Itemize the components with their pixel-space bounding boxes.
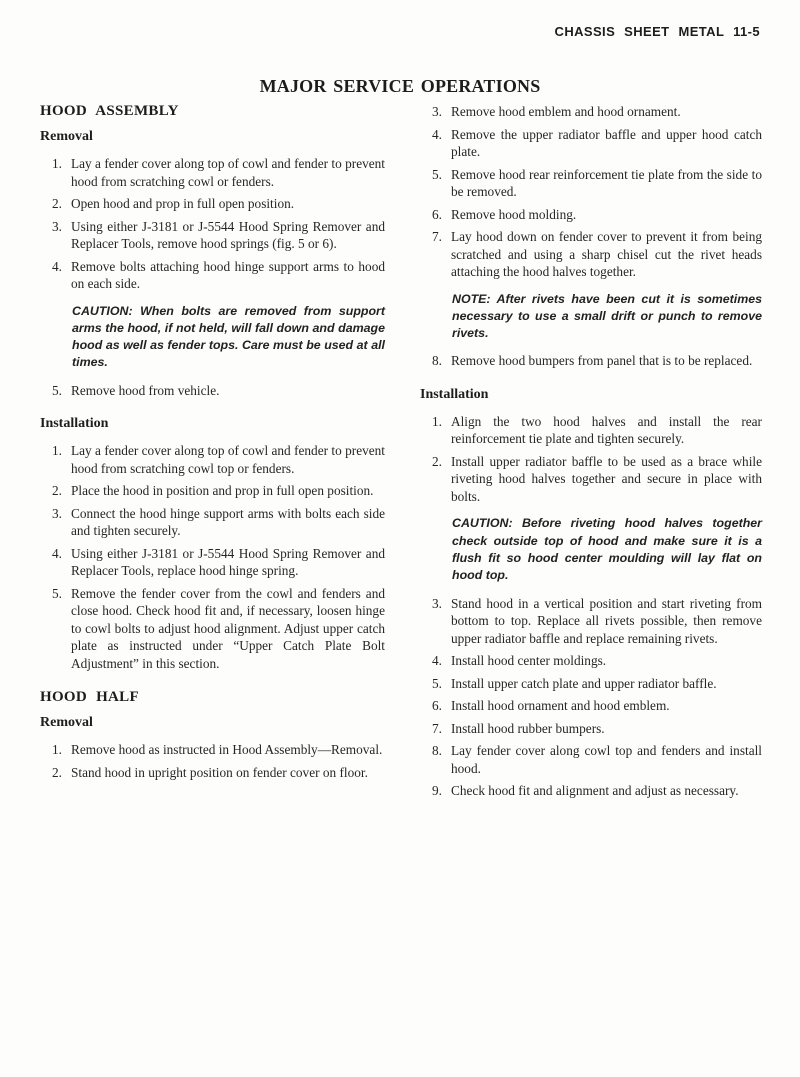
- item-text: Stand hood in upright position on fender cover on floor.: [71, 764, 368, 780]
- item-number: 3.: [432, 595, 442, 611]
- item-text: Remove hood as instructed in Hood Assembly—Removal.: [71, 742, 383, 758]
- list-item: [420, 103, 762, 121]
- item-text: Using either J-3181 or J-5544 Hood Spring Remover and Replacer Tools, replace hood hinge spring.: [71, 545, 385, 579]
- subheading-installation-right: Installation: [420, 386, 489, 402]
- list-item: [40, 155, 385, 190]
- item-number: 5.: [432, 166, 442, 182]
- list-item: [40, 585, 385, 673]
- list-item: [40, 442, 385, 477]
- item-text: Remove hood molding.: [451, 206, 577, 222]
- item-number: 7.: [432, 229, 442, 244]
- list-item: [40, 545, 385, 580]
- subheading-removal: Removal: [40, 129, 93, 144]
- list-item: [40, 764, 385, 782]
- caution-block: CAUTION: Before riveting hood halves together check outside top of hood and make sure it is a flush fit so hood center moulding will lay flat on hood top.: [452, 516, 762, 583]
- item-number: 1.: [52, 742, 62, 758]
- item-number: 2.: [52, 196, 62, 211]
- item-text: Lay a fender cover along top of cowl and fender to prevent hood from scratching cowl or fenders.: [71, 156, 385, 189]
- list-item: [420, 675, 762, 693]
- list-item: [420, 742, 762, 777]
- list-item: [420, 352, 762, 370]
- subheading-removal-hood-half: Removal: [40, 715, 93, 731]
- running-head: CHASSIS SHEET METAL 11-5: [554, 24, 760, 39]
- list-item: [40, 218, 385, 253]
- item-number: 5.: [432, 675, 442, 691]
- item-number: 3.: [52, 218, 62, 234]
- list-item: [420, 595, 762, 648]
- item-text: Remove the fender cover from the cowl and fenders and close hood. Check hood fit and, if necessary, loosen hinge to cowl bolts to adjust hood alignment. Adjust upper catch plate as instructed under “Upper Catch Plate Bolt Adjustment” in this section.: [71, 585, 385, 671]
- list-item: [420, 782, 762, 800]
- item-text: Remove hood bumpers from panel that is to be replaced.: [451, 353, 753, 369]
- list-item: [40, 382, 385, 400]
- list-item: [40, 741, 385, 759]
- item-number: 4.: [52, 258, 62, 274]
- left-column: [40, 103, 385, 805]
- item-text: Install upper catch plate and upper radiator baffle.: [451, 675, 717, 691]
- item-number: 5.: [52, 382, 62, 398]
- item-number: 1.: [432, 413, 442, 429]
- two-column-body: [40, 103, 762, 805]
- item-number: 9.: [432, 783, 442, 799]
- list-item: [420, 228, 762, 281]
- item-number: 2.: [52, 483, 62, 499]
- list-item: [40, 258, 385, 293]
- item-number: 4.: [52, 545, 62, 561]
- subheading-installation: Installation: [40, 416, 109, 432]
- list-item: [420, 720, 762, 738]
- list-item: [420, 206, 762, 224]
- item-number: 2.: [432, 453, 442, 469]
- item-text: Lay hood down on fender cover to prevent it from being scratched and using a sharp chisel cut the rivet heads attaching the hood halves together.: [451, 229, 762, 279]
- section-heading-hood-assembly: HOOD ASSEMBLY: [40, 103, 179, 119]
- section-heading-hood-half: HOOD HALF: [40, 689, 139, 706]
- item-number: 7.: [432, 720, 442, 736]
- item-number: 2.: [52, 764, 62, 780]
- item-text: Remove bolts attaching hood hinge support arms to hood on each side.: [71, 258, 385, 291]
- item-text: Install hood rubber bumpers.: [451, 720, 605, 736]
- note-block: NOTE: After rivets have been cut it is sometimes necessary to use a small drift or punch to remove rivets.: [452, 291, 762, 341]
- page-title: MAJOR SERVICE OPERATIONS: [259, 76, 541, 96]
- item-number: 1.: [52, 156, 62, 171]
- list-item: [420, 166, 762, 201]
- item-text: Remove hood from vehicle.: [71, 382, 220, 398]
- item-text: Install hood ornament and hood emblem.: [451, 698, 670, 714]
- item-number: 4.: [432, 126, 442, 142]
- item-number: 5.: [52, 585, 62, 601]
- item-text: Lay fender cover along cowl top and fenders and install hood.: [451, 743, 762, 776]
- item-number: 6.: [432, 206, 442, 222]
- item-text: Remove hood emblem and hood ornament.: [451, 104, 681, 119]
- item-text: Install hood center moldings.: [451, 653, 607, 669]
- item-text: Install upper radiator baffle to be used as a brace while riveting hood halves together and secure in place with bolts.: [451, 453, 762, 504]
- item-text: Remove the upper radiator baffle and upper hood catch plate.: [451, 126, 762, 159]
- item-number: 4.: [432, 653, 442, 669]
- item-text: Place the hood in position and prop in full open position.: [71, 483, 374, 499]
- item-number: 3.: [432, 104, 442, 119]
- list-item: [420, 652, 762, 670]
- item-number: 3.: [52, 505, 62, 521]
- list-item: [40, 505, 385, 540]
- item-text: Using either J-3181 or J-5544 Hood Spring Remover and Replacer Tools, remove hood springs (fig. 5 or 6).: [71, 218, 385, 251]
- list-item: [40, 195, 385, 213]
- item-text: Connect the hood hinge support arms with bolts each side and tighten securely.: [71, 505, 385, 539]
- list-item: [40, 482, 385, 500]
- item-text: Lay a fender cover along top of cowl and fender to prevent hood from scratching cowl top or fenders.: [71, 443, 385, 476]
- list-item: [420, 413, 762, 448]
- item-text: Align the two hood halves and install the rear reinforcement tie plate and tighten securely.: [451, 413, 762, 447]
- list-item: [420, 697, 762, 715]
- item-text: Remove hood rear reinforcement tie plate from the side to be removed.: [451, 166, 762, 199]
- item-text: Open hood and prop in full open position.: [71, 196, 295, 211]
- list-item: [420, 453, 762, 506]
- item-number: 6.: [432, 698, 442, 714]
- item-number: 8.: [432, 743, 442, 759]
- right-column: [420, 103, 762, 805]
- item-number: 1.: [52, 443, 62, 459]
- caution-block: CAUTION: When bolts are removed from support arms the hood, if not held, will fall down and damage hood as well as fender tops. Care must be used at all times.: [72, 303, 385, 370]
- item-text: Check hood fit and alignment and adjust as necessary.: [451, 783, 739, 799]
- item-number: 8.: [432, 353, 442, 369]
- list-item: [420, 126, 762, 161]
- item-text: Stand hood in a vertical position and start riveting from bottom to top. Replace all rivets possible, then remove upper radiator baffle and replace remaining rivets.: [451, 595, 762, 646]
